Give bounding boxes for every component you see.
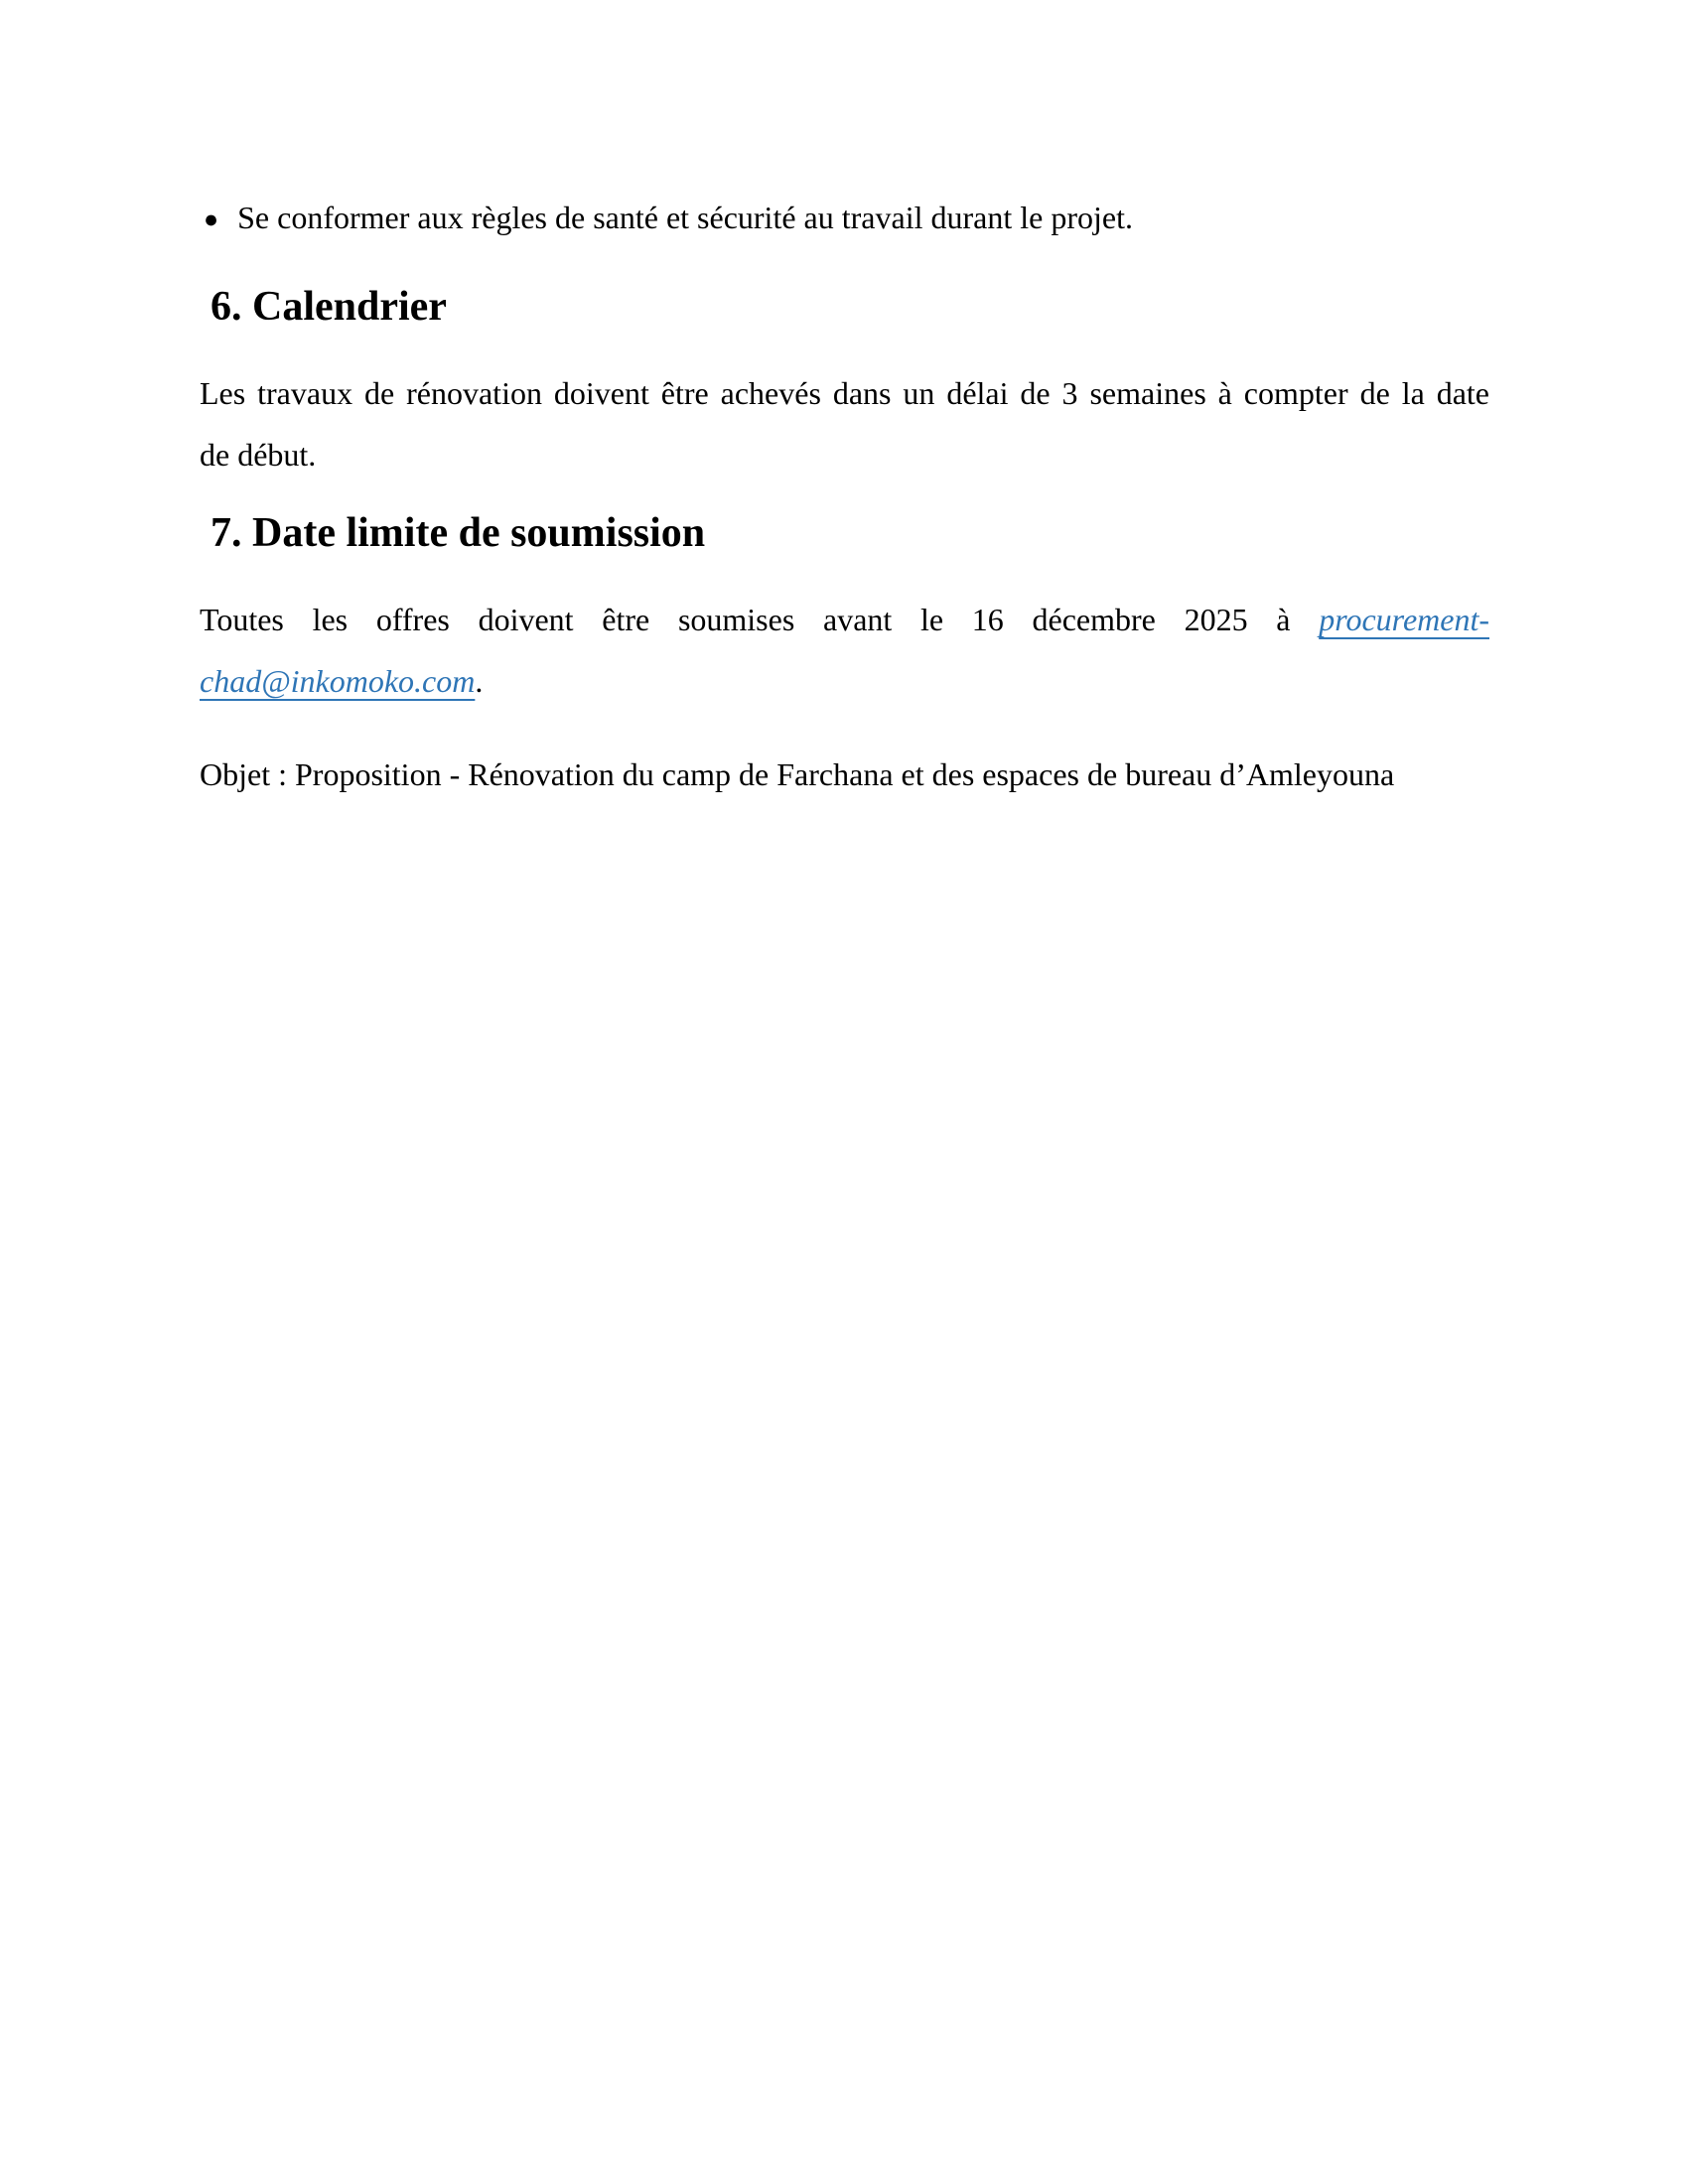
document-content <box>0 0 1688 805</box>
sentence-period: . <box>475 663 484 699</box>
section-heading-soumission: 7. Date limite de soumission <box>211 510 706 556</box>
email-link-part-1[interactable]: procurement- <box>1319 602 1489 637</box>
paragraph-calendrier-line-1: Les travaux de rénovation doivent être achevés dans un délai de 3 semaines à compter de la date <box>200 375 1489 411</box>
paragraph-soumission <box>200 589 1489 712</box>
bullet-item-safety <box>200 187 1489 251</box>
bullet-icon: ● <box>204 206 219 233</box>
email-link-part-2[interactable]: chad@inkomoko.com <box>200 663 476 699</box>
section-heading-calendrier: 6. Calendrier <box>211 284 447 330</box>
paragraph-soumission-line-2 <box>200 650 1489 712</box>
paragraph-calendrier <box>200 362 1489 485</box>
paragraph-soumission-line-1 <box>200 589 1489 650</box>
objet-line: Objet : Proposition - Rénovation du camp de Farchana et des espaces de bureau d’Amleyouna <box>200 756 1395 792</box>
soumission-deadline-text: Toutes les offres doivent être soumises avant le 16 décembre 2025 à <box>200 602 1320 637</box>
paragraph-calendrier-line-2: de début. <box>200 437 317 473</box>
bullet-item-text: Se conformer aux règles de santé et sécurité au travail durant le projet. <box>237 200 1133 235</box>
